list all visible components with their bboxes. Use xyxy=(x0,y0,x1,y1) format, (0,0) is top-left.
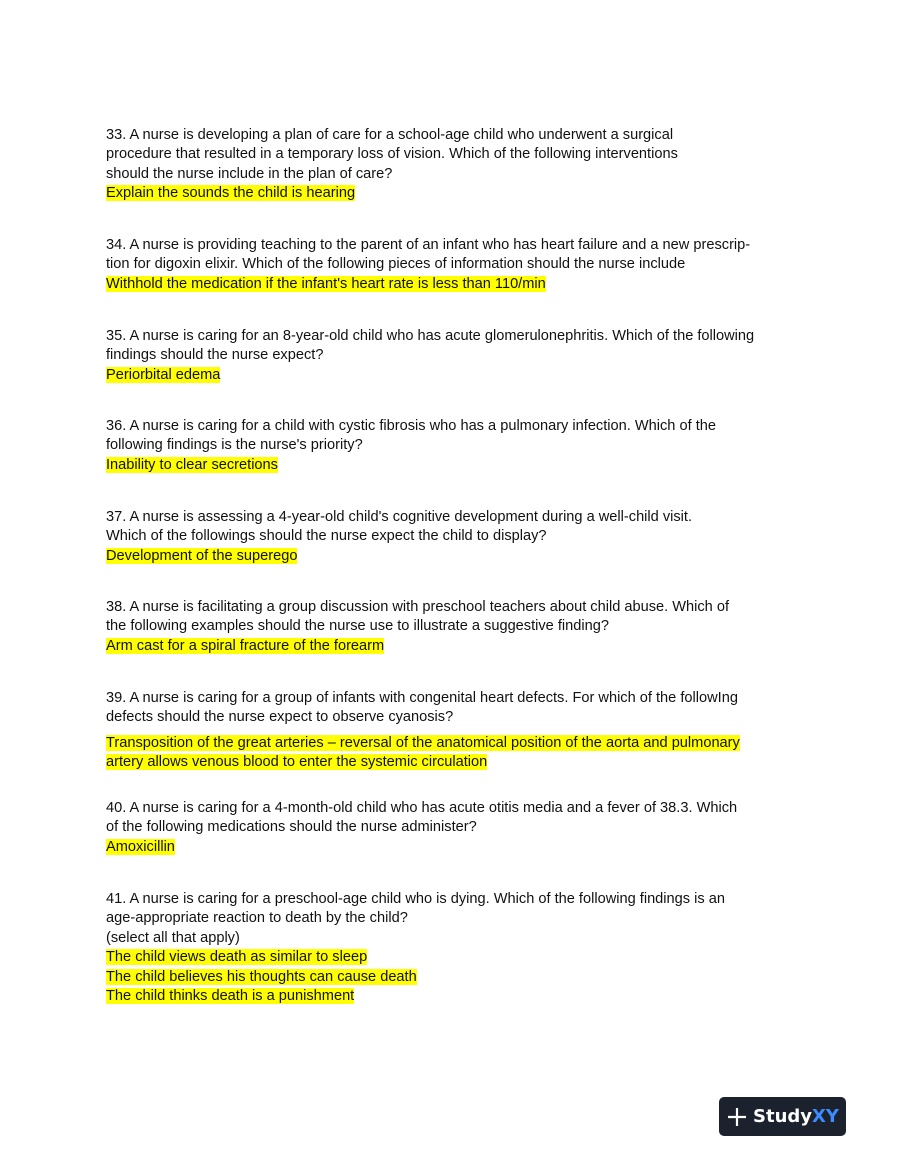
question-text: findings should the nurse expect? xyxy=(106,347,324,364)
question-34 xyxy=(106,236,806,294)
highlighted-answer: The child thinks death is a punishment xyxy=(106,988,355,1005)
question-text: 36. A nurse is caring for a child with cystic fibrosis who has a pulmonary infection. Which of the xyxy=(106,418,716,434)
question-41 xyxy=(106,890,806,1006)
question-text: defects should the nurse expect to observe cyanosis? xyxy=(106,709,454,726)
studyxy-logo[interactable] xyxy=(719,1097,846,1136)
question-text: following findings is the nurse's priority? xyxy=(106,437,363,454)
highlighted-answer: The child views death as similar to sleep xyxy=(106,949,368,966)
question-text: 33. A nurse is developing a plan of care for a school-age child who underwent a surgical xyxy=(106,127,674,143)
question-text: tion for digoxin elixir. Which of the following pieces of information should the nurse include xyxy=(106,256,686,273)
highlighted-answer: Amoxicillin xyxy=(106,838,175,855)
question-text: the following examples should the nurse use to illustrate a suggestive finding? xyxy=(106,618,609,635)
question-text: procedure that resulted in a temporary loss of vision. Which of the following interventions xyxy=(106,146,678,163)
question-text: of the following medications should the nurse administer? xyxy=(106,819,477,836)
highlighted-answer: Arm cast for a spiral fracture of the forearm xyxy=(106,637,385,654)
highlighted-answer: artery allows venous blood to enter the systemic circulation xyxy=(106,754,488,771)
highlighted-answer: Withhold the medication if the infant's heart rate is less than 110/min xyxy=(106,275,546,292)
question-text: 39. A nurse is caring for a group of infants with congenital heart defects. For which of the followIng xyxy=(106,690,738,706)
question-text: 35. A nurse is caring for an 8-year-old child who has acute glomerulonephritis. Which of the following xyxy=(106,328,755,344)
question-text: 37. A nurse is assessing a 4-year-old child's cognitive development during a well-child visit. xyxy=(106,509,693,525)
question-40 xyxy=(106,799,806,857)
highlighted-answer: Inability to clear secretions xyxy=(106,456,278,473)
question-39 xyxy=(106,689,806,773)
logo-accent-text: XY xyxy=(812,1106,839,1127)
highlighted-answer: Development of the superego xyxy=(106,547,298,564)
plus-icon xyxy=(726,1106,748,1128)
question-36 xyxy=(106,417,806,475)
question-text: 40. A nurse is caring for a 4-month-old child who has acute otitis media and a fever of 38.3. Which xyxy=(106,800,738,816)
question-text: age-appropriate reaction to death by the child? xyxy=(106,910,408,927)
highlighted-answer: Periorbital edema xyxy=(106,366,221,383)
logo-text: Study xyxy=(753,1106,813,1127)
question-text: should the nurse include in the plan of care? xyxy=(106,165,393,182)
question-text: (select all that apply) xyxy=(106,929,240,946)
question-text: Which of the followings should the nurse expect the child to display? xyxy=(106,528,547,545)
question-38 xyxy=(106,598,806,656)
question-text: 34. A nurse is providing teaching to the parent of an infant who has heart failure and a new prescrip- xyxy=(106,237,751,253)
highlighted-answer: Transposition of the great arteries – reversal of the anatomical position of the aorta and pulmonary xyxy=(106,734,740,751)
question-37 xyxy=(106,508,806,566)
question-35 xyxy=(106,327,806,385)
question-text: 38. A nurse is facilitating a group discussion with preschool teachers about child abuse. Which of xyxy=(106,599,730,615)
highlighted-answer: The child believes his thoughts can cause death xyxy=(106,968,417,985)
question-text: 41. A nurse is caring for a preschool-age child who is dying. Which of the following findings is an xyxy=(106,891,725,907)
highlighted-answer: Explain the sounds the child is hearing xyxy=(106,185,356,202)
question-33 xyxy=(106,126,806,204)
